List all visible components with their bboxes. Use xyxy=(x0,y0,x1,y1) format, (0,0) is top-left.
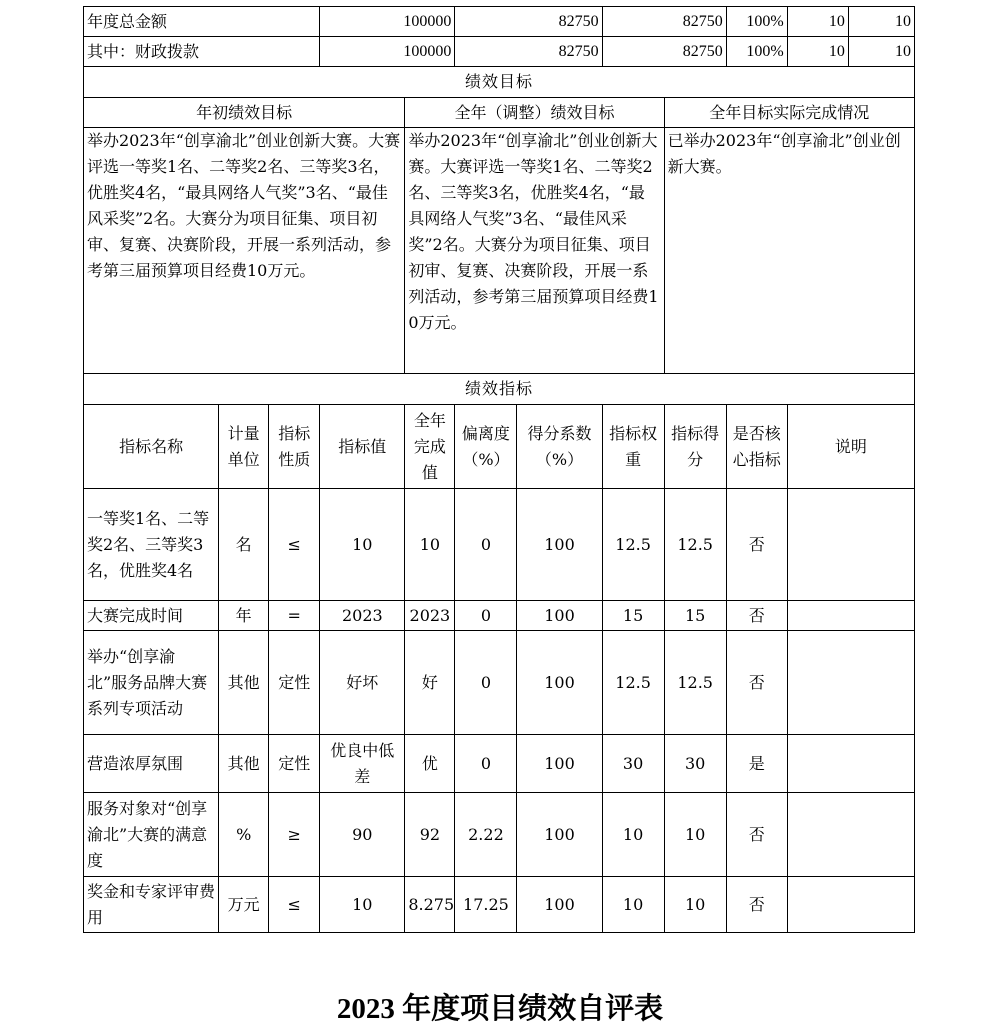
indicator-nature: 定性 xyxy=(269,631,320,735)
indicator-score: 10 xyxy=(664,877,726,933)
indicator-deviation: 17.25 xyxy=(455,877,517,933)
budget-label: 其中：财政拨款 xyxy=(84,37,320,67)
indicator-unit: 其他 xyxy=(219,631,269,735)
indicator-unit: 其他 xyxy=(219,735,269,793)
indicator-weight: 12.5 xyxy=(602,631,664,735)
indicator-weight: 10 xyxy=(602,793,664,877)
col-header-name: 指标名称 xyxy=(84,405,219,489)
performance-evaluation-sheet xyxy=(83,6,915,933)
indicator-target: 90 xyxy=(320,793,405,877)
evaluation-table xyxy=(83,6,915,933)
col-header-core: 是否核心指标 xyxy=(726,405,787,489)
indicator-row xyxy=(84,601,915,631)
document-title: 2023 年度项目绩效自评表 xyxy=(336,993,664,1025)
indicator-completed: 优 xyxy=(405,735,455,793)
indicator-name: 营造浓厚氛围 xyxy=(84,735,219,793)
indicator-core: 否 xyxy=(726,489,787,601)
indicator-name: 一等奖1名、二等奖2名、三等奖3名，优胜奖4名 xyxy=(84,489,219,601)
indicator-deviation: 0 xyxy=(455,631,517,735)
indicator-coefficient: 100 xyxy=(517,601,602,631)
indicator-core: 否 xyxy=(726,877,787,933)
indicator-nature: = xyxy=(269,601,320,631)
col-header-deviation: 偏离度（%） xyxy=(455,405,517,489)
indicator-completed: 2023 xyxy=(405,601,455,631)
execution-rate-value: 100% xyxy=(726,37,787,67)
indicator-completed: 好 xyxy=(405,631,455,735)
col-header-weight: 指标权重 xyxy=(602,405,664,489)
indicator-coefficient: 100 xyxy=(517,735,602,793)
indicator-weight: 30 xyxy=(602,735,664,793)
budget-score-value: 10 xyxy=(848,37,914,67)
initial-goal-text: 举办2023年“创享渝北”创业创新大赛。大赛评选一等奖1名、二等奖2名、三等奖3名，优胜奖4名，“最具网络人气奖”3名、“最佳风采奖”2名。大赛分为项目征集、项目初审、复赛、决赛阶段，开展一系列活动，参考第三届预算项目经费10万元。 xyxy=(84,128,405,374)
goals-content-row xyxy=(84,128,915,374)
indicator-target: 10 xyxy=(320,877,405,933)
indicator-core: 否 xyxy=(726,793,787,877)
indicator-deviation: 0 xyxy=(455,489,517,601)
indicator-target: 好坏 xyxy=(320,631,405,735)
budget-row-total xyxy=(84,7,915,37)
budget-weight-value: 10 xyxy=(787,37,848,67)
col-header-nature: 指标性质 xyxy=(269,405,320,489)
indicator-weight: 12.5 xyxy=(602,489,664,601)
indicator-row xyxy=(84,735,915,793)
indicator-deviation: 0 xyxy=(455,601,517,631)
adjusted-goal-text: 举办2023年“创享渝北”创业创新大赛。大赛评选一等奖1名、二等奖2名、三等奖3名，优胜奖4名，“最具网络人气奖”3名、“最佳风采奖”2名。大赛分为项目征集、项目初审、复赛、决赛阶段，开展一系列活动，参考第三届预算项目经费10万元。 xyxy=(405,128,664,374)
indicator-name: 奖金和专家评审费用 xyxy=(84,877,219,933)
full-year-budget-value: 82750 xyxy=(455,37,602,67)
indicator-coefficient: 100 xyxy=(517,877,602,933)
indicators-section-row xyxy=(84,374,915,405)
indicator-row xyxy=(84,877,915,933)
col-header-target: 指标值 xyxy=(320,405,405,489)
col-header-unit: 计量单位 xyxy=(219,405,269,489)
indicators-section-title: 绩效指标 xyxy=(84,374,915,405)
budget-score-value: 10 xyxy=(848,7,914,37)
indicator-score: 30 xyxy=(664,735,726,793)
indicator-note xyxy=(787,489,914,601)
indicator-name: 大赛完成时间 xyxy=(84,601,219,631)
indicator-unit: 年 xyxy=(219,601,269,631)
budget-row-fiscal xyxy=(84,37,915,67)
full-year-budget-value: 82750 xyxy=(455,7,602,37)
indicator-weight: 10 xyxy=(602,877,664,933)
executed-value: 82750 xyxy=(602,7,726,37)
indicator-row xyxy=(84,489,915,601)
indicator-deviation: 0 xyxy=(455,735,517,793)
indicator-coefficient: 100 xyxy=(517,631,602,735)
budget-weight-value: 10 xyxy=(787,7,848,37)
executed-value: 82750 xyxy=(602,37,726,67)
indicator-unit: 万元 xyxy=(219,877,269,933)
initial-goal-header: 年初绩效目标 xyxy=(84,98,405,128)
indicator-unit: 名 xyxy=(219,489,269,601)
indicator-target: 10 xyxy=(320,489,405,601)
col-header-score: 指标得分 xyxy=(664,405,726,489)
indicator-note xyxy=(787,793,914,877)
indicator-score: 15 xyxy=(664,601,726,631)
indicator-core: 否 xyxy=(726,631,787,735)
indicator-unit: % xyxy=(219,793,269,877)
goals-section-title: 绩效目标 xyxy=(84,67,915,98)
indicator-weight: 15 xyxy=(602,601,664,631)
col-header-coefficient: 得分系数（%） xyxy=(517,405,602,489)
indicator-score: 12.5 xyxy=(664,489,726,601)
indicator-target: 优良中低差 xyxy=(320,735,405,793)
indicator-row xyxy=(84,793,915,877)
col-header-note: 说明 xyxy=(787,405,914,489)
indicator-name: 服务对象对“创享渝北”大赛的满意度 xyxy=(84,793,219,877)
indicator-score: 10 xyxy=(664,793,726,877)
indicator-target: 2023 xyxy=(320,601,405,631)
indicator-nature: ≤ xyxy=(269,877,320,933)
indicator-nature: ≥ xyxy=(269,793,320,877)
indicator-deviation: 2.22 xyxy=(455,793,517,877)
indicator-note xyxy=(787,601,914,631)
indicator-core: 是 xyxy=(726,735,787,793)
indicator-completed: 92 xyxy=(405,793,455,877)
indicator-coefficient: 100 xyxy=(517,793,602,877)
col-header-completed: 全年完成值 xyxy=(405,405,455,489)
indicator-name: 举办“创享渝北”服务品牌大赛系列专项活动 xyxy=(84,631,219,735)
actual-completion-text: 已举办2023年“创享渝北”创业创新大赛。 xyxy=(664,128,914,374)
indicator-score: 12.5 xyxy=(664,631,726,735)
indicator-core: 否 xyxy=(726,601,787,631)
indicator-note xyxy=(787,877,914,933)
indicator-note xyxy=(787,631,914,735)
goals-header-row xyxy=(84,98,915,128)
indicator-completed: 8.275 xyxy=(405,877,455,933)
goals-section-row xyxy=(84,67,915,98)
annual-budget-value: 100000 xyxy=(320,7,455,37)
adjusted-goal-header: 全年（调整）绩效目标 xyxy=(405,98,664,128)
budget-label: 年度总金额 xyxy=(84,7,320,37)
annual-budget-value: 100000 xyxy=(320,37,455,67)
indicators-header-row xyxy=(84,405,915,489)
indicator-coefficient: 100 xyxy=(517,489,602,601)
indicator-completed: 10 xyxy=(405,489,455,601)
indicator-note xyxy=(787,735,914,793)
indicator-nature: ≤ xyxy=(269,489,320,601)
execution-rate-value: 100% xyxy=(726,7,787,37)
indicator-nature: 定性 xyxy=(269,735,320,793)
actual-completion-header: 全年目标实际完成情况 xyxy=(664,98,914,128)
indicator-row xyxy=(84,631,915,735)
